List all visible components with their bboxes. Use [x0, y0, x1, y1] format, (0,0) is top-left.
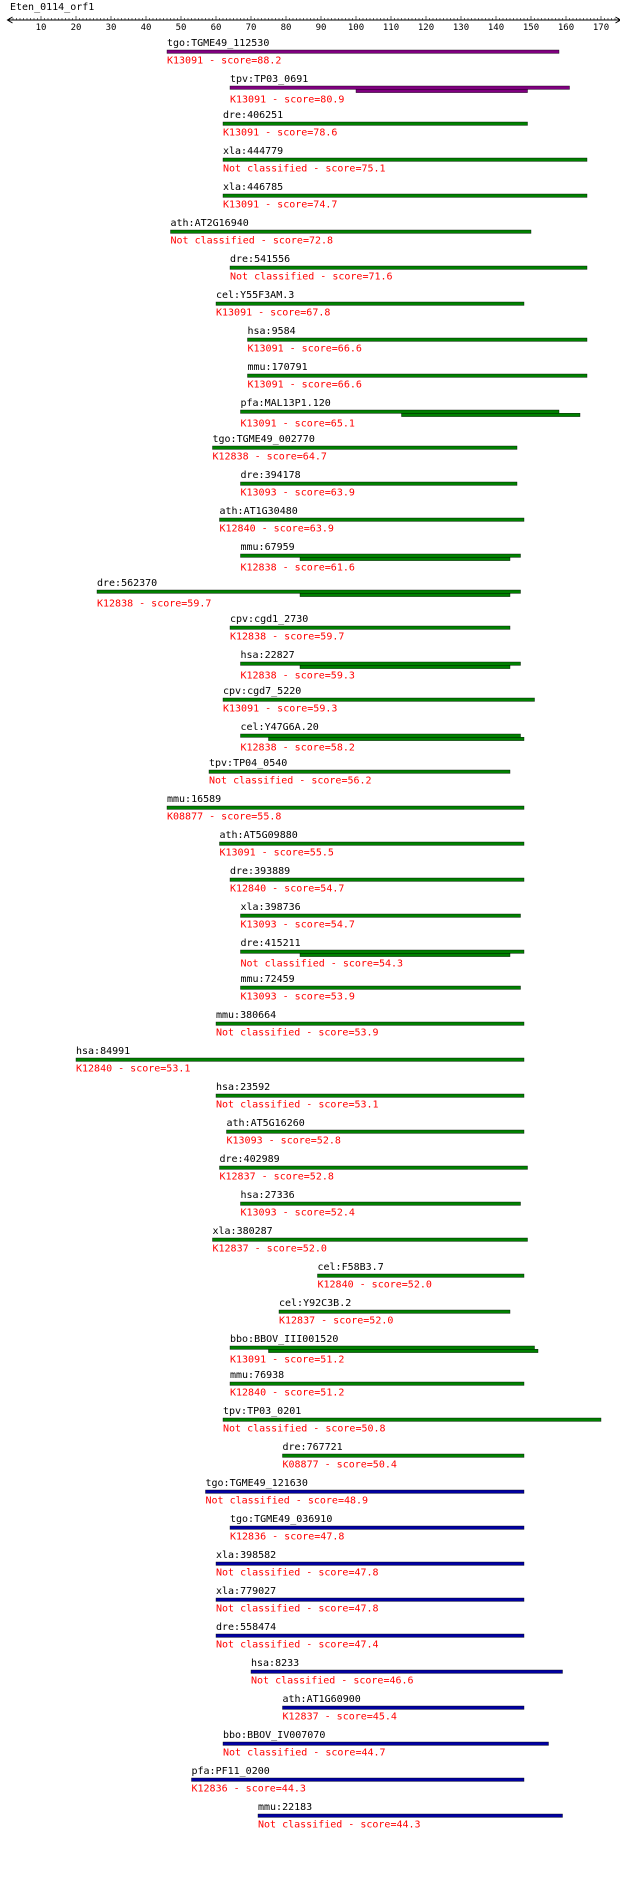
hit-name: cel:F58B3.7: [317, 1262, 384, 1273]
hit-bar: [241, 950, 525, 953]
hit-annotation: Not classified - score=48.9: [205, 1495, 369, 1507]
hit-row: [230, 866, 524, 894]
hit-bar: [216, 1598, 524, 1601]
hit-bar: [223, 1742, 549, 1745]
hit-bar: [192, 1778, 525, 1781]
hit-name: hsa:27336: [240, 1190, 295, 1201]
hit-bar: [251, 1670, 563, 1673]
hit-bar: [216, 1562, 524, 1565]
hit-name: ath:AT5G16260: [226, 1118, 305, 1129]
hit-annotation: Not classified - score=47.8: [216, 1567, 379, 1579]
hit-annotation: Not classified - score=54.3: [240, 958, 404, 970]
hit-name: mmu:22183: [258, 1802, 313, 1813]
hit-bar: [97, 590, 521, 593]
tick-label: 10: [35, 23, 47, 33]
tick-label: 150: [522, 23, 540, 33]
hit-annotation: Not classified - score=47.8: [216, 1603, 379, 1615]
hit-name: pfa:PF11_0200: [191, 1766, 270, 1777]
hit-name: dre:558474: [216, 1622, 277, 1633]
hit-name: ath:AT2G16940: [170, 218, 249, 229]
hit-row: [206, 1478, 525, 1506]
hit-name: mmu:380664: [216, 1010, 277, 1021]
hit-row: [216, 1010, 524, 1038]
chart-title: Eten_0114_orf1: [10, 2, 95, 13]
hit-name: dre:562370: [97, 578, 158, 589]
hit-row: [223, 1730, 549, 1758]
hit-bar: [258, 1814, 563, 1817]
hit-bar: [223, 194, 587, 197]
hit-annotation: K12838 - score=64.7: [212, 451, 327, 463]
hit-name: hsa:84991: [76, 1046, 131, 1057]
hit-bar: [230, 878, 524, 881]
hit-row: [216, 1586, 524, 1614]
hit-annotation: K13091 - score=66.6: [247, 379, 362, 391]
hit-bar: [283, 1706, 525, 1709]
hit-name: pfa:MAL13P1.120: [240, 398, 331, 409]
hit-name: tpv:TP03_0201: [223, 1406, 302, 1417]
hit-name: mmu:72459: [240, 974, 295, 985]
hit-row: [318, 1262, 525, 1290]
hit-bar: [216, 302, 524, 305]
hit-name: dre:394178: [240, 470, 301, 481]
hit-row: [241, 938, 525, 970]
tick-label: 70: [245, 23, 257, 33]
hit-name: cel:Y92C3B.2: [279, 1298, 352, 1309]
hit-annotation: K12837 - score=45.4: [282, 1711, 397, 1723]
hit-name: tpv:TP03_0691: [230, 74, 309, 85]
hit-name: mmu:170791: [247, 362, 308, 373]
hit-bar: [223, 158, 587, 161]
hit-row: [223, 146, 587, 174]
hit-annotation: K08877 - score=50.4: [282, 1459, 397, 1471]
hit-name: dre:415211: [240, 938, 301, 949]
hit-annotation: K13091 - score=74.7: [223, 199, 338, 211]
hit-row: [230, 1334, 538, 1366]
hit-annotation: Not classified - score=46.6: [251, 1675, 414, 1687]
hit-name: hsa:23592: [216, 1082, 271, 1093]
hit-bar: [230, 1346, 535, 1349]
hit-name: tgo:TGME49_121630: [205, 1478, 308, 1489]
tick-label: 110: [382, 23, 400, 33]
hit-row: [216, 1082, 524, 1110]
hit-row: [241, 1190, 521, 1218]
hit-annotation: K12836 - score=47.8: [230, 1531, 345, 1543]
hit-annotation: Not classified - score=56.2: [209, 775, 372, 787]
tick-label: 80: [280, 23, 292, 33]
hit-row: [223, 1406, 601, 1434]
hit-annotation: K13093 - score=63.9: [240, 487, 355, 499]
hit-bar: [167, 806, 524, 809]
hit-bar: [216, 1022, 524, 1025]
hit-bar: [300, 593, 510, 596]
hit-annotation: K12840 - score=63.9: [219, 523, 334, 535]
hit-annotation: K12840 - score=54.7: [230, 883, 345, 895]
hit-name: tpv:TP04_0540: [209, 758, 288, 769]
hit-bar: [223, 1418, 601, 1421]
hit-bar: [241, 410, 560, 413]
hit-name: hsa:22827: [240, 650, 295, 661]
hit-row: [220, 506, 525, 534]
tick-label: 170: [592, 23, 610, 33]
tick-label: 130: [452, 23, 470, 33]
hit-row: [279, 1298, 510, 1326]
hit-row: [192, 1766, 525, 1794]
hit-bar: [241, 1202, 521, 1205]
hit-annotation: K12840 - score=51.2: [230, 1387, 345, 1399]
hit-bar: [248, 374, 588, 377]
hit-bar: [241, 554, 521, 557]
hit-bar: [269, 1349, 539, 1352]
tick-label: 160: [557, 23, 575, 33]
hit-annotation: K13091 - score=66.6: [247, 343, 362, 355]
hit-name: ath:AT1G60900: [282, 1694, 361, 1705]
hit-row: [283, 1442, 525, 1470]
hit-name: dre:541556: [230, 254, 291, 265]
hit-bar: [241, 662, 521, 665]
hit-bar: [283, 1454, 525, 1457]
hit-bar: [241, 914, 521, 917]
hit-bar: [171, 230, 532, 233]
tick-label: 140: [487, 23, 505, 33]
hit-annotation: K13091 - score=78.6: [223, 127, 338, 139]
hit-row: [230, 1514, 524, 1542]
hit-bar: [241, 482, 518, 485]
hit-name: hsa:9584: [247, 326, 296, 337]
hit-bar: [230, 1382, 524, 1385]
hit-bar: [241, 986, 521, 989]
hit-bar: [227, 1130, 525, 1133]
hit-row: [223, 110, 528, 138]
hit-bar: [279, 1310, 510, 1313]
hit-bar: [300, 665, 510, 668]
tick-label: 30: [105, 23, 117, 33]
hit-row: [251, 1658, 563, 1686]
hit-annotation: K12838 - score=59.7: [230, 631, 345, 643]
hit-annotation: Not classified - score=44.3: [258, 1819, 421, 1831]
hit-bar: [76, 1058, 524, 1061]
hit-name: bbo:BBOV_IV007070: [223, 1730, 326, 1741]
hit-annotation: K13091 - score=65.1: [240, 418, 355, 430]
hit-annotation: K13091 - score=88.2: [167, 55, 282, 67]
hit-row: [241, 542, 521, 574]
hit-annotation: K12840 - score=53.1: [76, 1063, 191, 1075]
hit-row: [216, 1622, 524, 1650]
hit-row: [230, 74, 570, 106]
tick-label: 20: [70, 23, 82, 33]
hit-bar: [230, 1526, 524, 1529]
hit-bar: [241, 734, 521, 737]
hit-row: [220, 830, 525, 858]
hit-annotation: K12840 - score=52.0: [317, 1279, 432, 1291]
hit-rows: [76, 38, 601, 1830]
hit-name: xla:380287: [212, 1226, 273, 1237]
hit-annotation: K13091 - score=67.8: [216, 307, 331, 319]
hit-annotation: K13091 - score=59.3: [223, 703, 338, 715]
hit-row: [230, 1370, 524, 1398]
hit-annotation: K13091 - score=51.2: [230, 1354, 345, 1366]
hit-annotation: Not classified - score=72.8: [170, 235, 334, 247]
hit-row: [241, 902, 521, 930]
hit-annotation: Not classified - score=47.4: [216, 1639, 379, 1651]
hit-bar: [220, 1166, 528, 1169]
hit-row: [248, 326, 588, 354]
hit-annotation: K08877 - score=55.8: [167, 811, 282, 823]
hit-annotation: Not classified - score=44.7: [223, 1747, 386, 1759]
hit-row: [227, 1118, 525, 1146]
hit-name: xla:446785: [223, 182, 284, 193]
hit-annotation: Not classified - score=50.8: [223, 1423, 386, 1435]
hit-annotation: K13093 - score=52.8: [226, 1135, 341, 1147]
hit-name: cel:Y55F3AM.3: [216, 290, 295, 301]
hit-row: [167, 38, 559, 66]
hit-bar: [209, 770, 510, 773]
hit-annotation: Not classified - score=53.9: [216, 1027, 379, 1039]
hit-annotation: Not classified - score=75.1: [223, 163, 386, 175]
hit-row: [258, 1802, 563, 1830]
hit-bar: [167, 50, 559, 53]
hit-name: mmu:67959: [240, 542, 295, 553]
hit-bar: [402, 413, 581, 416]
hit-annotation: K12837 - score=52.0: [279, 1315, 394, 1327]
hit-row: [97, 578, 521, 610]
hit-row: [230, 614, 510, 642]
hit-row: [216, 1550, 524, 1578]
hit-name: dre:402989: [219, 1154, 280, 1165]
tick-label: 100: [347, 23, 365, 33]
hit-bar: [206, 1490, 525, 1493]
hit-annotation: K13093 - score=52.4: [240, 1207, 355, 1219]
hit-row: [167, 794, 524, 822]
hit-name: mmu:76938: [230, 1370, 285, 1381]
hit-bar: [213, 1238, 528, 1241]
hit-annotation: Not classified - score=71.6: [230, 271, 393, 283]
hit-annotation: K12836 - score=44.3: [191, 1783, 306, 1795]
hit-row: [230, 254, 587, 282]
hit-name: cpv:cgd1_2730: [230, 614, 309, 625]
hit-row: [223, 182, 587, 210]
hit-bar: [230, 626, 510, 629]
hit-annotation: K13093 - score=54.7: [240, 919, 355, 931]
hit-annotation: K13093 - score=53.9: [240, 991, 355, 1003]
hit-annotation: Not classified - score=53.1: [216, 1099, 379, 1111]
hit-name: xla:398582: [216, 1550, 277, 1561]
hit-row: [209, 758, 510, 786]
hit-bar: [223, 698, 535, 701]
hit-annotation: K12838 - score=61.6: [240, 562, 355, 574]
hit-name: cpv:cgd7_5220: [223, 686, 302, 697]
hit-annotation: K12838 - score=59.7: [97, 598, 212, 610]
x-axis: [8, 16, 620, 33]
hit-row: [223, 686, 535, 714]
hit-name: tgo:TGME49_112530: [167, 38, 270, 49]
hit-name: tgo:TGME49_036910: [230, 1514, 333, 1525]
hit-row: [171, 218, 532, 246]
hit-name: ath:AT1G30480: [219, 506, 298, 517]
hit-bar: [300, 953, 510, 956]
hit-bar: [300, 557, 510, 560]
hit-bar: [269, 737, 525, 740]
hit-bar: [220, 842, 525, 845]
hit-row: [241, 974, 521, 1002]
hit-row: [241, 470, 518, 498]
hit-annotation: K12838 - score=58.2: [240, 742, 355, 754]
hit-bar: [213, 446, 518, 449]
hit-row: [241, 722, 525, 754]
hit-name: xla:444779: [223, 146, 284, 157]
hit-bar: [248, 338, 588, 341]
hit-bar: [220, 518, 525, 521]
hit-row: [213, 1226, 528, 1254]
hit-name: bbo:BBOV_III001520: [230, 1334, 339, 1345]
hit-row: [76, 1046, 524, 1074]
hit-name: dre:393889: [230, 866, 291, 877]
hit-row: [241, 650, 521, 682]
tick-label: 90: [315, 23, 327, 33]
hit-row: [248, 362, 588, 390]
tick-label: 60: [210, 23, 222, 33]
hit-name: xla:779027: [216, 1586, 277, 1597]
hit-bar: [318, 1274, 525, 1277]
hit-name: tgo:TGME49_002770: [212, 434, 315, 445]
hit-row: [220, 1154, 528, 1182]
hit-name: cel:Y47G6A.20: [240, 722, 319, 733]
hit-name: dre:767721: [282, 1442, 343, 1453]
hit-name: ath:AT5G09880: [219, 830, 298, 841]
tick-label: 50: [175, 23, 187, 33]
hit-row: [241, 398, 581, 430]
hit-bar: [230, 266, 587, 269]
hit-bar: [230, 86, 570, 89]
hit-name: mmu:16589: [167, 794, 222, 805]
hit-annotation: K13091 - score=80.9: [230, 94, 345, 106]
hit-bar: [216, 1094, 524, 1097]
hit-row: [216, 290, 524, 318]
hit-bar: [356, 89, 528, 92]
hit-annotation: K12837 - score=52.8: [219, 1171, 334, 1183]
hit-name: dre:406251: [223, 110, 284, 121]
hit-annotation: K12838 - score=59.3: [240, 670, 355, 682]
hit-row: [283, 1694, 525, 1722]
tick-label: 120: [417, 23, 435, 33]
tick-label: 40: [140, 23, 152, 33]
hit-row: [213, 434, 518, 462]
hit-name: hsa:8233: [251, 1658, 300, 1669]
hit-bar: [216, 1634, 524, 1637]
hit-name: xla:398736: [240, 902, 301, 913]
hit-annotation: K12837 - score=52.0: [212, 1243, 327, 1255]
hit-annotation: K13091 - score=55.5: [219, 847, 334, 859]
hit-bar: [223, 122, 528, 125]
